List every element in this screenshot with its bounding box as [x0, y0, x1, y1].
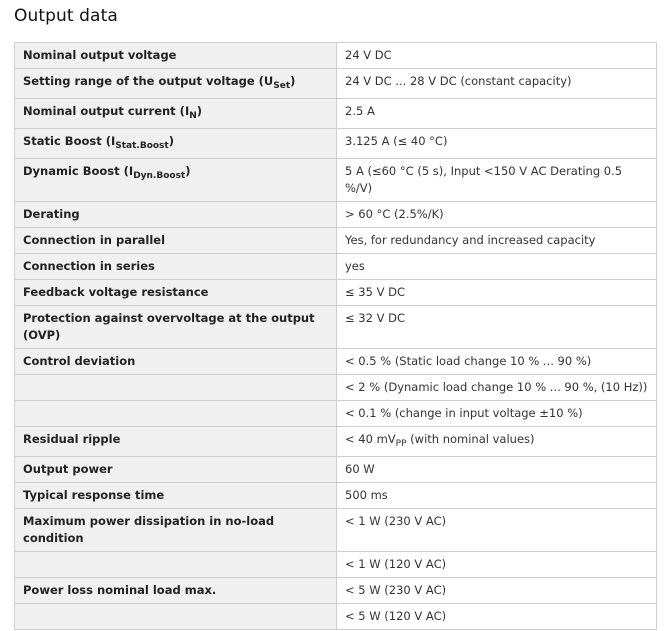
table-row: [15, 457, 657, 483]
row-label-empty: [15, 401, 337, 427]
row-label-empty: [15, 552, 337, 578]
table-row: [15, 228, 657, 254]
row-value: < 2 % (Dynamic load change 10 % ... 90 %, (10 Hz)): [337, 375, 657, 401]
row-value: < 0.1 % (change in input voltage ±10 %): [337, 401, 657, 427]
table-row: [15, 129, 657, 159]
table-row: [15, 159, 657, 202]
row-value: 24 V DC: [337, 43, 657, 69]
table-row: [15, 43, 657, 69]
row-label: Feedback voltage resistance: [15, 280, 337, 306]
label-text-end: ): [168, 134, 174, 148]
table-row: [15, 578, 657, 604]
row-value: < 1 W (120 V AC): [337, 552, 657, 578]
row-label: [15, 159, 337, 202]
table-row: [15, 552, 657, 578]
row-label-empty: [15, 604, 337, 630]
label-text: Dynamic Boost (I: [23, 164, 134, 178]
label-subscript: Set: [273, 81, 291, 91]
label-subscript: Dyn.Boost: [133, 171, 186, 181]
row-label: Nominal output voltage: [15, 43, 337, 69]
value-subscript: PP: [395, 439, 407, 449]
row-label: Protection against overvoltage at the output (OVP): [15, 306, 337, 349]
row-value: 3.125 A (≤ 40 °C): [337, 129, 657, 159]
row-value: ≤ 35 V DC: [337, 280, 657, 306]
table-row: [15, 69, 657, 99]
row-label: [15, 129, 337, 159]
table-row: [15, 349, 657, 375]
table-row: [15, 509, 657, 552]
row-value: 2.5 A: [337, 99, 657, 129]
label-text: Static Boost (I: [23, 134, 116, 148]
row-value: 500 ms: [337, 483, 657, 509]
row-value: < 5 W (230 V AC): [337, 578, 657, 604]
label-text-end: ): [196, 104, 203, 118]
row-label-empty: [15, 375, 337, 401]
table-row: [15, 202, 657, 228]
table-row: [15, 254, 657, 280]
table-row: [15, 99, 657, 129]
row-label: Connection in series: [15, 254, 337, 280]
table-row: [15, 604, 657, 630]
row-value: Yes, for redundancy and increased capacity: [337, 228, 657, 254]
table-row: [15, 375, 657, 401]
table-row: [15, 306, 657, 349]
row-label: Control deviation: [15, 349, 337, 375]
row-label: Maximum power dissipation in no-load condition: [15, 509, 337, 552]
table-row: [15, 427, 657, 457]
label-subscript: N: [189, 111, 197, 121]
row-label: [15, 99, 337, 129]
value-text: < 40 mV: [345, 432, 396, 446]
label-text-end: ): [185, 164, 191, 178]
label-text: Nominal output current (I: [23, 104, 190, 118]
row-label: Residual ripple: [15, 427, 337, 457]
row-label: Typical response time: [15, 483, 337, 509]
row-label: Output power: [15, 457, 337, 483]
label-text-end: ): [290, 74, 296, 88]
row-value: 60 W: [337, 457, 657, 483]
table-row: [15, 401, 657, 427]
label-text: Setting range of the output voltage (U: [23, 74, 274, 88]
label-subscript: Stat.Boost: [115, 141, 169, 151]
value-text-end: (with nominal values): [406, 432, 535, 446]
row-label: Derating: [15, 202, 337, 228]
row-label: Connection in parallel: [15, 228, 337, 254]
row-value: < 0.5 % (Static load change 10 % ... 90 %): [337, 349, 657, 375]
row-value: yes: [337, 254, 657, 280]
row-value: < 1 W (230 V AC): [337, 509, 657, 552]
row-value: 5 A (≤60 °C (5 s), Input <150 V AC Derating 0.5 %/V): [337, 159, 657, 202]
section-title: Output data: [14, 6, 118, 26]
row-value: < 5 W (120 V AC): [337, 604, 657, 630]
table-row: [15, 280, 657, 306]
row-value: > 60 °C (2.5%/K): [337, 202, 657, 228]
row-value: ≤ 32 V DC: [337, 306, 657, 349]
output-data-table: [14, 42, 657, 630]
row-label: [15, 69, 337, 99]
table-row: [15, 483, 657, 509]
row-label: Power loss nominal load max.: [15, 578, 337, 604]
row-value: 24 V DC ... 28 V DC (constant capacity): [337, 69, 657, 99]
row-value: [337, 427, 657, 457]
